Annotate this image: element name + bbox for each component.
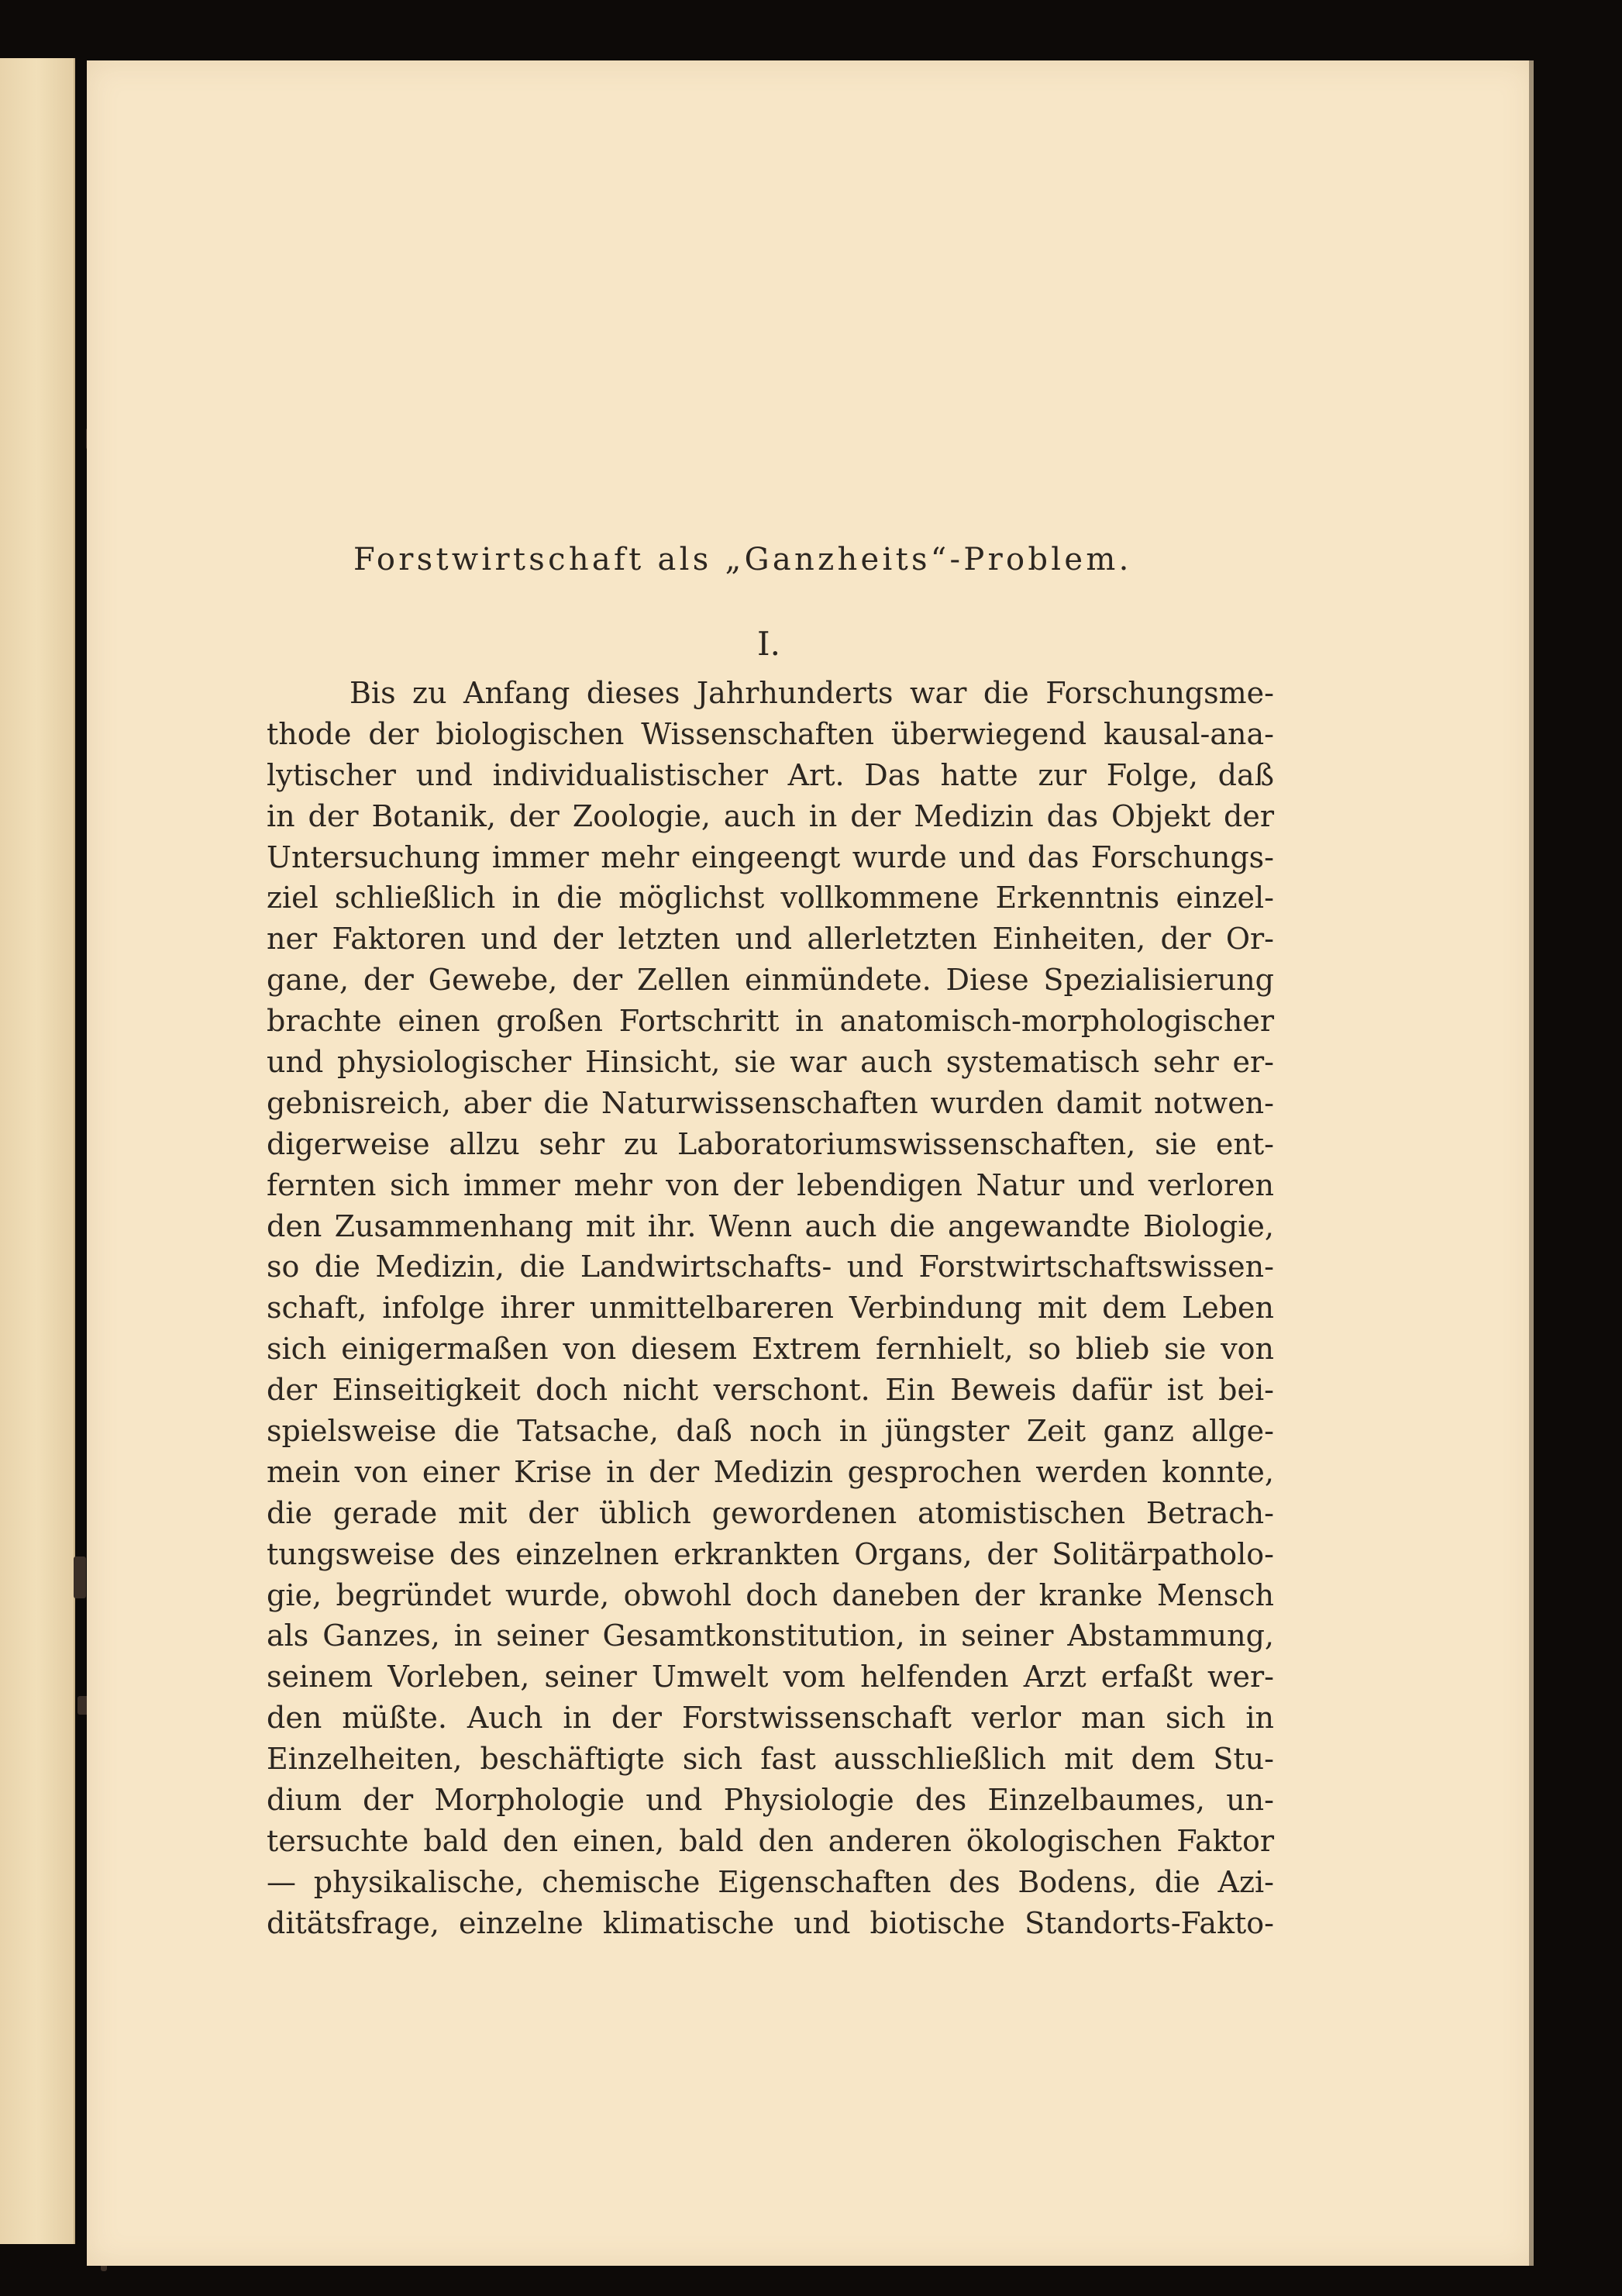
text-line: lytischer und individualistischer Art. Das hatte zur Folge, daß <box>267 757 1274 792</box>
text-line: den müßte. Auch in der Forstwissenschaft verlor man sich in <box>267 1701 1274 1736</box>
text-line: als Ganzes, in seiner Gesamtkonstitution, in seiner Abstammung, <box>267 1619 1274 1653</box>
text-line: sich einigermaßen von diesem Extrem fernhielt, so blieb sie von <box>267 1332 1274 1367</box>
text-line: seinem Vorleben, seiner Umwelt vom helfenden Arzt erfaßt wer- <box>267 1660 1274 1694</box>
previous-page-edge <box>0 58 75 2244</box>
text-line: — physikalische, chemische Eigenschaften des Bodens, die Azi- <box>267 1864 1274 1899</box>
text-line: dium der Morphologie und Physiologie des Einzelbaumes, un- <box>267 1783 1274 1818</box>
text-line: ditätsfrage, einzelne klimatische und biotische Standorts-Fakto- <box>267 1905 1274 1940</box>
text-line: in der Botanik, der Zoologie, auch in der Medizin das Objekt der <box>267 798 1274 833</box>
text-line: Einzelheiten, beschäftigte sich fast ausschließlich mit dem Stu- <box>267 1742 1274 1777</box>
text-line: die gerade mit der üblich gewordenen atomistischen Betrach- <box>267 1495 1274 1530</box>
text-line: fernten sich immer mehr von der lebendigen Natur und verloren <box>267 1167 1274 1202</box>
text-line: thode der biologischen Wissenschaften überwiegend kausal-ana- <box>267 716 1274 751</box>
text-line: brachte einen großen Fortschritt in anatomisch-morphologischer <box>267 1004 1274 1039</box>
binding-mark <box>74 1557 86 1598</box>
body-text <box>267 673 1274 1944</box>
text-line: Untersuchung immer mehr eingeengt wurde und das Forschungs- <box>267 839 1274 874</box>
page-title: Forstwirtschaft als „Ganzheits“-Problem. <box>353 542 1132 577</box>
text-line: gane, der Gewebe, der Zellen einmündete. Diese Spezialisierung <box>267 963 1274 998</box>
text-line: Bis zu Anfang dieses Jahrhunderts war die Forschungsme- <box>350 676 1274 710</box>
text-line: und physiologischer Hinsicht, sie war auch systematisch sehr er- <box>267 1045 1274 1080</box>
text-line: ziel schließlich in die möglichst vollkommene Erkenntnis einzel- <box>267 881 1274 915</box>
text-line: der Einseitigkeit doch nicht verschont. Ein Beweis dafür ist bei- <box>267 1373 1274 1408</box>
text-line: spielsweise die Tatsache, daß noch in jüngster Zeit ganz allge- <box>267 1414 1274 1449</box>
text-line: tungsweise des einzelnen erkrankten Organs, der Solitärpatholo- <box>267 1536 1274 1571</box>
text-line: gebnisreich, aber die Naturwissenschaften wurden damit notwen- <box>267 1085 1274 1120</box>
text-line: schaft, infolge ihrer unmittelbareren Verbindung mit dem Leben <box>267 1291 1274 1326</box>
text-line: mein von einer Krise in der Medizin gesprochen werden konnte, <box>267 1454 1274 1489</box>
text-line: ner Faktoren und der letzten und allerletzten Einheiten, der Or- <box>267 922 1274 957</box>
text-line: den Zusammenhang mit ihr. Wenn auch die angewandte Biologie, <box>267 1208 1274 1243</box>
section-number: I. <box>757 625 780 663</box>
text-line: tersuchte bald den einen, bald den anderen ökologischen Faktor <box>267 1823 1274 1858</box>
text-line: digerweise allzu sehr zu Laboratoriumswissenschaften, sie ent- <box>267 1126 1274 1161</box>
text-line: so die Medizin, die Landwirtschafts- und Forstwirtschaftswissen- <box>267 1250 1274 1284</box>
text-line: gie, begründet wurde, obwohl doch daneben der kranke Mensch <box>267 1577 1274 1612</box>
